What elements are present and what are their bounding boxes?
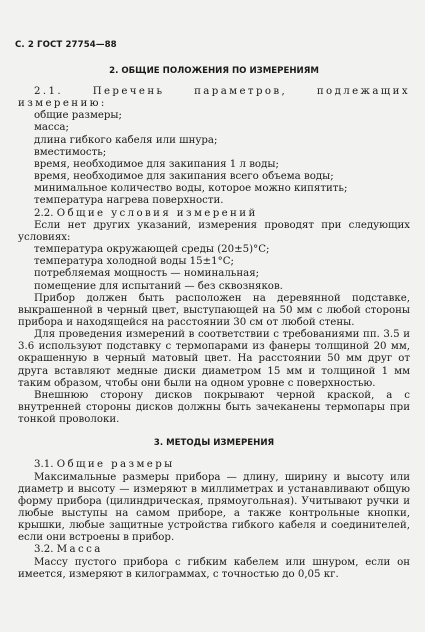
list-item: потребляемая мощность — номинальная; bbox=[34, 268, 260, 280]
paragraph: Внешнюю сторону дисков покрывают черной краской, а с внутренней стороны дисков должны быть зачеканены термопары при тонкой проволоки. bbox=[18, 389, 410, 426]
list-item: масса; bbox=[34, 122, 69, 134]
paragraph: Массу пустого прибора с гибким кабелем или шнуром, если он имеется, измеряют в килограммах, с точностью до 0,05 кг. bbox=[18, 556, 410, 580]
page-header: С. 2 ГОСТ 27754—88 bbox=[15, 40, 117, 50]
list-item: длина гибкого кабеля или шнура; bbox=[34, 134, 218, 146]
list-item: вместимость; bbox=[34, 146, 107, 158]
clause-3-2-heading bbox=[18, 544, 410, 556]
list-item: минимальное количество воды, которое можно кипятить; bbox=[34, 183, 348, 195]
paragraph: Для проведения измерений в соответствии с требованиями пп. 3.5 и 3.6 используют подставку с термопарами из фанеры толщиной 20 мм, окрашенную в черный матовый цвет. На расстоянии 50 мм друг от друга вставляют медные диски диаметром 15 мм и толщиной 1 мм таким образом, чтобы они были на одном уровне с поверхностью. bbox=[18, 329, 410, 389]
clause-2-1-heading bbox=[18, 86, 410, 110]
clause-heading-text: Общие условия измерений bbox=[56, 207, 258, 219]
section-title-measurement-methods: 3. МЕТОДЫ ИЗМЕРЕНИЯ bbox=[153, 438, 275, 449]
section-title-general-provisions: 2. ОБЩИЕ ПОЛОЖЕНИЯ ПО ИЗМЕРЕНИЯМ bbox=[109, 66, 319, 76]
paragraph: Прибор должен быть расположен на деревянной подставке, выкрашенной в черный цвет, выступающей на 50 мм с любой стороны прибора и находящейся на расстоянии 30 см от любой стены. bbox=[18, 292, 410, 328]
list-item: общие размеры; bbox=[34, 110, 122, 122]
clause-3-1-heading bbox=[18, 459, 410, 471]
paragraph: Максимальные размеры прибора — длину, ширину и высоту или диаметр и высоту — измеряют в миллиметрах и устанавливают общую форму прибора (цилиндрическая, прямоугольная). Учитывают ручки и любые выступы на самом приборе, а также контрольные кнопки, крышки, любые защитные устройства гибкого кабеля и соединителей, если они встроены в прибор. bbox=[18, 471, 410, 544]
parameters-list bbox=[18, 110, 410, 207]
list-item: помещение для испытаний — без сквозняков. bbox=[34, 280, 283, 292]
conditions-list bbox=[18, 244, 410, 293]
clause-number: 2.1. bbox=[34, 86, 64, 97]
document-body bbox=[18, 64, 410, 581]
list-item: время, необходимое для закипания 1 л воды; bbox=[34, 158, 279, 170]
clause-heading-text: Масса bbox=[56, 544, 103, 556]
list-item: время, необходимое для закипания всего объема воды; bbox=[34, 171, 334, 183]
clause-number: 3.1. bbox=[34, 459, 54, 471]
clause-heading-text: Перечень параметров, подлежащих измерению: bbox=[18, 86, 410, 110]
list-item: температура холодной воды 15±1°С; bbox=[34, 256, 234, 268]
clause-heading-text: Общие размеры bbox=[56, 459, 175, 471]
clause-2-2-heading bbox=[18, 208, 410, 220]
clause-number: 3.2. bbox=[34, 544, 54, 556]
conditions-intro: Если нет других указаний, измерения проводят при следующих условиях: bbox=[18, 219, 410, 243]
list-item: температура окружающей среды (20±5)°С; bbox=[34, 244, 270, 256]
list-item: температура нагрева поверхности. bbox=[34, 195, 224, 207]
clause-number: 2.2. bbox=[34, 207, 54, 219]
